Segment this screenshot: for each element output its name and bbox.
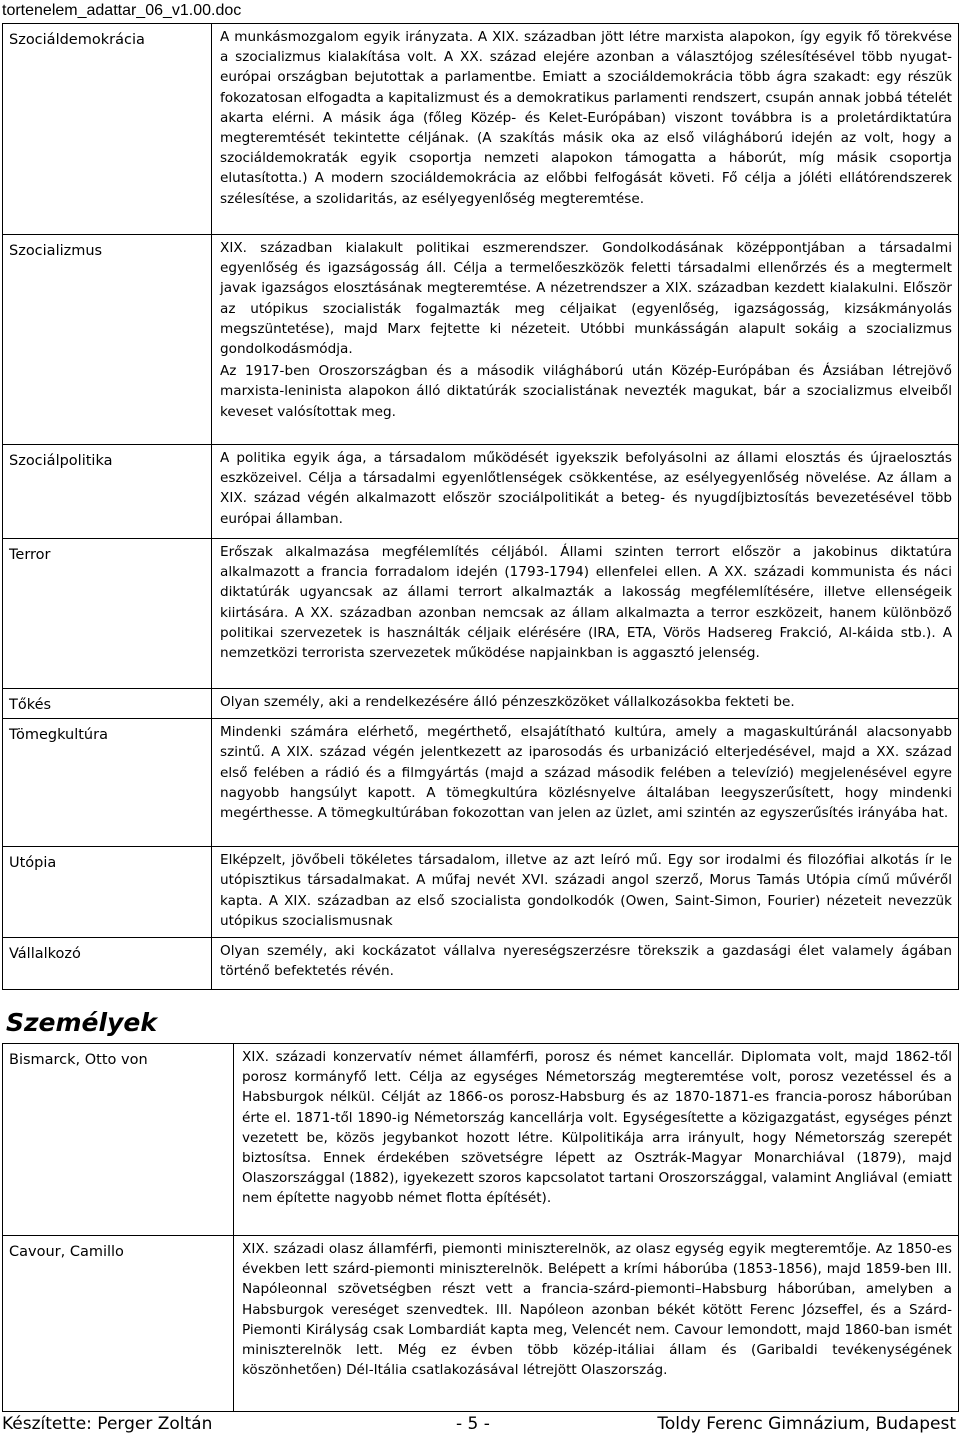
- table-row: [3, 1044, 959, 1236]
- table-row: [3, 539, 959, 689]
- glossary-definition: A politika egyik ága, a társadalom működését igyekszik befolyásolni az állami elosztás és újraelosztás eszközeivel. Célja a társadalmi egyenlőtlenségek csökkentése, az esélyegyenlőség növelése. Az állam a XIX. század végén alkalmazott először szociálpolitikát a beteg- és nyugdíjbiztosítás bevezetésével több európai államban.: [212, 445, 959, 539]
- glossary-definition: Mindenki számára elérhető, megérthető, elsajátítható kultúra, amely a magaskultúránál alacsonyabb szintű. A XIX. század végén jelentkezett az iparosodás és urbanizáció elterjedésével, majd a XX. század első felében a rádió és a filmgyártás (majd a század második felében a televízió) megjelenésével egyre nagyobb hangsúlyt kapott. A tömegkultúra közlésnyelve általában leegyszerűsített, hogy mindenki megérthesse. A tömegkultúrában fokozottan van jelen az üzlet, ami szintén az egyszerűsítés irányába hat.: [212, 719, 959, 847]
- table-row: [3, 24, 959, 235]
- document-filename: tortenelem_adattar_06_v1.00.doc: [2, 2, 242, 19]
- glossary-definition: XIX. században kialakult politikai eszmerendszer. Gondolkodásának középpontjában a társadalmi egyenlőség és igazságosság áll. Célja a termelőeszközök feletti társadalmi ellenőrzés és a megtermelt javak igazságos elosztásának megteremtése. A nézetrendszer a XIX. században kezdett kialakulni. Először az utópikus szocialisták fogalmazták meg céljaikat (egyenlőség, igazságosság, kizsákmányolás megszüntetése), majd Marx fejtette ki nézeteit. Utóbbi munkásságán alapult sokáig a szocializmus gondolkodásmódja. Az 1917-ben Oroszországban és a második világháború után Közép-Európában és Ázsiában létrejövő marxista-leninista alapokon álló diktatúrák szocialistának nevezték magukat, bár a szocializmus elveiből keveset valósítottak meg.: [212, 235, 959, 445]
- table-row: [3, 235, 959, 445]
- glossary-term: Szociáldemokrácia: [3, 24, 212, 235]
- glossary-term: Vállalkozó: [3, 938, 212, 990]
- glossary-term: Terror: [3, 539, 212, 689]
- glossary-term: Tömegkultúra: [3, 719, 212, 847]
- table-row: [3, 719, 959, 847]
- person-description: XIX. századi olasz államférfi, piemonti miniszterelnök, az olasz egység egyik megteremtője. Az 1850-es években lett szárd-piemonti miniszterelnök. Belépett a krími háborúba (1853-1856), majd 1859-ben III. Napóleonnal szövetségben részt vett a francia-szárd-piemonti–Habsburg háborúban, amelyben a Habsburgok vereséget szenvedtek. III. Napóleon azonban békét kötött Ferenc Józseffel, és a Szárd-Piemonti Királyság csak Lombardiát kapta meg, Velencét nem. Cavour lemondott, majd 1860-ban ismét miniszterelnök lett. Még ez évben több közép-itáliai állam és (Garibaldi tevékenységének köszönhetően) Dél-Itália csatlakozásával létrejött Olaszország.: [234, 1236, 959, 1412]
- glossary-definition: Olyan személy, aki kockázatot vállalva nyereségszerzésre törekszik a gazdasági élet valamely ágában történő befektetés révén.: [212, 938, 959, 990]
- glossary-definition: A munkásmozgalom egyik irányzata. A XIX. században jött létre marxista alapokon, így egyik fő törekvése a szocializmus kialakítása volt. A XX. század elejére azonban a választójog szélesítésével több nyugat-európai országban bejutottak a parlamentbe. Emiatt a szociáldemokrácia több ágra szakadt: egy részük fokozatosan elfogadta a kapitalizmust és a demokratikus parlamenti rendszert, csupán annak jobbá tételét akarta elérni. A másik ága (főleg Közép- és Kelet-Európában) viszont továbbra is a proletárdiktatúra megteremtését tekintette céljának. (A szakítás másik oka az első világháború idején az volt, hogy a szociáldemokraták egyik csoportja nemzeti alapokon támogatta a háborút, míg másik csoportja elutasította.) A modern szociáldemokrácia az előbbi felfogását követi. Fő célja a jóléti ellátórendszerek szélesítése, a szolidaritás, az esélyegyenlőség megteremtése.: [212, 24, 959, 235]
- table-row: [3, 938, 959, 990]
- glossary-definition: Olyan személy, aki a rendelkezésére álló pénzeszközöket vállalkozásokba fekteti be.: [212, 689, 959, 719]
- glossary-table: [2, 23, 959, 990]
- footer-page-number: - 5 -: [456, 1414, 490, 1434]
- table-row: [3, 1236, 959, 1412]
- glossary-term: Szocializmus: [3, 235, 212, 445]
- person-description: XIX. századi konzervatív német államférfi, porosz és német kancellár. Diplomata volt, majd 1862-től porosz kormányfő lett. Célja az egységes Németország megteremtése volt, porosz vezetéssel és a Habsburgok nélkül. Célját az 1866-os porosz-Habsburg és az 1870-1871-es francia-porosz háborúban érte el. 1871-től 1890-ig Németország kancellárja volt. Egységesítette a közigazgatást, egységes pénzt vezetett be, közös jegybankot hozott létre. Külpolitikája arra irányult, hogy Németország szerepét biztosítsa. Ennek érdekében szövetségre lépett az Osztrák-Magyar Monarchiával (1879), majd Olaszországgal (1882), igyekezett szoros kapcsolatot tartani Oroszországgal, valamint Angliával (emiatt nem építette nagyobb német flotta építését).: [234, 1044, 959, 1236]
- glossary-definition: Erőszak alkalmazása megfélemlítés céljából. Állami szinten terrort először a jakobinus diktatúra alkalmazott a francia forradalom idején (1793-1794) ellenfelei ellen. A XX. századi kommunista és náci diktatúrák ugyancsak az állami terrort alkalmazták a lakosság megfélemlítésére, illetve ellenségeik kiirtására. A XX. században azonban nemcsak az állam alkalmazta a terror eszközeit, hanem különböző politikai szervezetek is használták céljaik elérésére (IRA, ETA, Vörös Hadsereg Frakció, Al-káida stb.). A nemzetközi terrorista szervezetek működése napjainkban is aggasztó jelenség.: [212, 539, 959, 689]
- persons-table: [2, 1043, 959, 1412]
- person-name: Bismarck, Otto von: [3, 1044, 234, 1236]
- table-row: [3, 847, 959, 938]
- section-title: Személyek: [6, 1008, 157, 1037]
- person-name: Cavour, Camillo: [3, 1236, 234, 1412]
- glossary-definition: Elképzelt, jövőbeli tökéletes társadalom, illetve az azt leíró mű. Egy sor irodalmi és filozófiai alkotás ír le utópisztikus társadalmakat. A műfaj nevét XVI. századi angol szerző, Morus Tamás Utópia című művéről kapta. A XIX. században az első szocialista gondolkodók (Owen, Saint-Simon, Fourier) nézeteit nevezzük utópikus szocialismusnak: [212, 847, 959, 938]
- glossary-term: Utópia: [3, 847, 212, 938]
- table-row: [3, 689, 959, 719]
- footer-school: Toldy Ferenc Gimnázium, Budapest: [657, 1414, 956, 1434]
- footer-author: Készítette: Perger Zoltán: [2, 1414, 213, 1434]
- page-footer: [0, 1414, 960, 1436]
- glossary-term: Tőkés: [3, 689, 212, 719]
- glossary-term: Szociálpolitika: [3, 445, 212, 539]
- table-row: [3, 445, 959, 539]
